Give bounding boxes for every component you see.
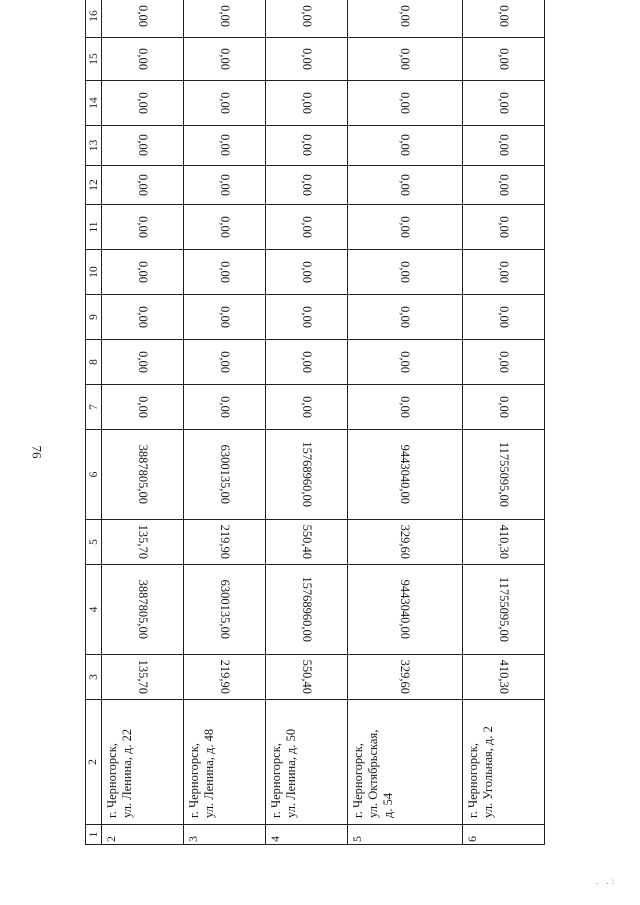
value-cell bbox=[265, 81, 347, 126]
value-cell bbox=[265, 655, 347, 700]
value-cell bbox=[347, 565, 462, 655]
value-cell bbox=[463, 295, 545, 340]
value-cell bbox=[102, 340, 184, 385]
value-text: 410,30 bbox=[497, 524, 512, 560]
address-line: г. Черногорск, bbox=[105, 743, 119, 818]
value-cell bbox=[183, 166, 265, 205]
value-text: 0,00 bbox=[135, 134, 150, 157]
value-text: 135,70 bbox=[135, 659, 150, 695]
column-header: 2 bbox=[86, 700, 102, 825]
value-cell bbox=[347, 38, 462, 81]
value-text: 135,70 bbox=[135, 524, 150, 560]
value-text: 0,00 bbox=[398, 396, 413, 418]
value-cell bbox=[463, 385, 545, 430]
value-cell bbox=[265, 520, 347, 565]
value-text: 6300135,00 bbox=[217, 579, 232, 640]
value-cell bbox=[265, 38, 347, 81]
row-number: 4 bbox=[265, 825, 347, 845]
rotated-table-wrapper bbox=[85, 5, 545, 845]
value-text: 0,00 bbox=[217, 396, 232, 418]
column-header: 10 bbox=[86, 250, 102, 295]
value-text: 0,00 bbox=[299, 5, 314, 27]
value-cell bbox=[265, 340, 347, 385]
address-line: ул. Ленина, д. 50 bbox=[283, 728, 298, 818]
value-cell bbox=[265, 385, 347, 430]
value-text: 0,00 bbox=[135, 306, 150, 328]
value-cell bbox=[347, 295, 462, 340]
value-cell bbox=[463, 565, 545, 655]
address-line: ул. Ленина, д. 48 bbox=[201, 728, 216, 818]
value-cell bbox=[265, 166, 347, 205]
column-header: 8 bbox=[86, 340, 102, 385]
value-text: 0,00 bbox=[217, 306, 232, 328]
column-header: 7 bbox=[86, 385, 102, 430]
column-header: 9 bbox=[86, 295, 102, 340]
address-line: д. 54 bbox=[380, 792, 395, 818]
value-text: 3887805,00 bbox=[135, 444, 150, 505]
value-cell bbox=[347, 340, 462, 385]
column-header: 6 bbox=[86, 430, 102, 520]
value-cell bbox=[463, 81, 545, 126]
value-cell bbox=[265, 295, 347, 340]
value-text: 0,00 bbox=[497, 174, 512, 196]
value-text: 0,00 bbox=[398, 174, 413, 196]
value-cell bbox=[347, 385, 462, 430]
address-cell bbox=[265, 700, 347, 825]
value-text: 0,00 bbox=[135, 5, 150, 27]
row-number: 2 bbox=[102, 825, 184, 845]
value-cell bbox=[102, 205, 184, 250]
value-cell bbox=[102, 295, 184, 340]
row-number: 6 bbox=[463, 825, 545, 845]
column-header: 14 bbox=[86, 81, 102, 126]
value-cell bbox=[183, 126, 265, 166]
value-text: 0,00 bbox=[398, 306, 413, 328]
value-text: 0,00 bbox=[497, 48, 512, 70]
address-cell bbox=[463, 700, 545, 825]
value-text: 0,00 bbox=[217, 134, 232, 157]
value-cell bbox=[183, 0, 265, 38]
column-header: 12 bbox=[86, 166, 102, 205]
value-text: 0,00 bbox=[398, 216, 413, 238]
value-text: 0,00 bbox=[497, 261, 512, 283]
value-text: 0,00 bbox=[217, 92, 232, 114]
value-text: 0,00 bbox=[398, 351, 413, 373]
value-text: 0,00 bbox=[135, 92, 150, 114]
value-text: 0,00 bbox=[135, 48, 150, 70]
address-cell bbox=[347, 700, 462, 825]
column-header: 4 bbox=[86, 565, 102, 655]
column-header: 1 bbox=[86, 825, 102, 845]
value-text: 0,00 bbox=[398, 48, 413, 70]
value-cell bbox=[463, 340, 545, 385]
value-cell bbox=[102, 166, 184, 205]
value-text: 11755095,00 bbox=[497, 441, 512, 508]
value-cell bbox=[183, 655, 265, 700]
value-text: 0,00 bbox=[217, 351, 232, 373]
value-text: 0,00 bbox=[217, 48, 232, 70]
value-cell bbox=[265, 430, 347, 520]
value-text: 0,00 bbox=[299, 216, 314, 238]
value-cell bbox=[183, 385, 265, 430]
value-text: 0,00 bbox=[299, 92, 314, 114]
value-text: 0,00 bbox=[497, 351, 512, 373]
value-cell bbox=[347, 655, 462, 700]
column-header: 11 bbox=[86, 205, 102, 250]
address-line: г. Черногорск, bbox=[268, 743, 283, 818]
value-cell bbox=[183, 565, 265, 655]
value-cell bbox=[102, 565, 184, 655]
table-row bbox=[102, 0, 184, 845]
value-text: 0,00 bbox=[217, 216, 232, 238]
value-text: 219,90 bbox=[217, 659, 232, 695]
value-text: 0,00 bbox=[497, 306, 512, 328]
column-header: 13 bbox=[86, 126, 102, 166]
value-text: 0,00 bbox=[398, 5, 413, 27]
table-row bbox=[265, 0, 347, 845]
value-cell bbox=[347, 520, 462, 565]
column-header: 16 bbox=[86, 0, 102, 38]
value-cell bbox=[347, 81, 462, 126]
value-cell bbox=[183, 205, 265, 250]
value-text: 329,60 bbox=[398, 659, 413, 695]
value-text: 329,60 bbox=[398, 524, 413, 560]
value-cell bbox=[463, 0, 545, 38]
data-table bbox=[85, 0, 545, 845]
column-header: 5 bbox=[86, 520, 102, 565]
page-number: 76 bbox=[29, 445, 45, 459]
value-cell bbox=[102, 520, 184, 565]
value-text: 0,00 bbox=[299, 134, 314, 157]
value-text: 0,00 bbox=[299, 48, 314, 70]
value-text: 0,00 bbox=[217, 174, 232, 196]
value-text: 0,00 bbox=[497, 216, 512, 238]
value-cell bbox=[102, 250, 184, 295]
value-text: 550,40 bbox=[299, 524, 314, 560]
value-text: 11755095,00 bbox=[497, 576, 512, 643]
row-number: 5 bbox=[347, 825, 462, 845]
value-text: 0,00 bbox=[497, 5, 512, 27]
value-cell bbox=[463, 520, 545, 565]
value-cell bbox=[183, 340, 265, 385]
value-cell bbox=[183, 250, 265, 295]
value-text: 6300135,00 bbox=[217, 444, 232, 505]
value-cell bbox=[183, 520, 265, 565]
value-cell bbox=[347, 205, 462, 250]
value-text: 0,00 bbox=[135, 396, 150, 418]
value-text: 0,00 bbox=[135, 174, 150, 196]
value-text: 550,40 bbox=[299, 659, 314, 695]
value-cell bbox=[265, 0, 347, 38]
header-row bbox=[86, 0, 102, 845]
value-cell bbox=[102, 81, 184, 126]
value-text: 0,00 bbox=[398, 261, 413, 283]
value-text: 0,00 bbox=[135, 216, 150, 238]
value-cell bbox=[347, 430, 462, 520]
value-cell bbox=[463, 38, 545, 81]
table-row bbox=[183, 0, 265, 845]
value-text: 410,30 bbox=[497, 659, 512, 695]
value-cell bbox=[183, 38, 265, 81]
column-header: 15 bbox=[86, 38, 102, 81]
value-text: 0,00 bbox=[299, 351, 314, 373]
value-cell bbox=[463, 250, 545, 295]
value-cell bbox=[265, 565, 347, 655]
value-text: 0,00 bbox=[217, 261, 232, 283]
address-cell bbox=[183, 700, 265, 825]
value-text: 0,00 bbox=[497, 92, 512, 114]
value-text: 0,00 bbox=[497, 134, 512, 157]
value-cell bbox=[183, 430, 265, 520]
value-text: 0,00 bbox=[398, 92, 413, 114]
value-cell bbox=[102, 38, 184, 81]
table-row bbox=[347, 0, 462, 845]
value-text: 0,00 bbox=[497, 396, 512, 418]
value-cell bbox=[102, 126, 184, 166]
value-text: 219,90 bbox=[217, 524, 232, 560]
address-line: г. Черногорск, bbox=[186, 743, 201, 818]
value-text: 0,00 bbox=[299, 174, 314, 196]
value-text: 0,00 bbox=[135, 261, 150, 283]
value-text: 0,00 bbox=[217, 5, 232, 27]
value-cell bbox=[265, 126, 347, 166]
value-cell bbox=[463, 205, 545, 250]
value-text: 15768960,00 bbox=[299, 576, 314, 643]
value-text: 0,00 bbox=[398, 134, 413, 157]
address-line: ул. Ленина, д. 22 bbox=[120, 728, 134, 818]
value-cell bbox=[265, 250, 347, 295]
column-header: 3 bbox=[86, 655, 102, 700]
value-cell bbox=[347, 126, 462, 166]
scan-specks: . .: bbox=[596, 876, 618, 886]
value-text: 0,00 bbox=[135, 351, 150, 373]
value-cell bbox=[463, 430, 545, 520]
value-text: 3887805,00 bbox=[135, 579, 150, 640]
value-cell bbox=[265, 205, 347, 250]
address-cell bbox=[102, 700, 184, 825]
address-line: ул. Угольная, д. 2 bbox=[481, 726, 496, 818]
value-text: 0,00 bbox=[299, 306, 314, 328]
value-cell bbox=[183, 295, 265, 340]
value-text: 9443040,00 bbox=[398, 444, 413, 505]
table-row bbox=[463, 0, 545, 845]
value-text: 9443040,00 bbox=[398, 579, 413, 640]
value-cell bbox=[347, 0, 462, 38]
row-number: 3 bbox=[183, 825, 265, 845]
value-cell bbox=[463, 166, 545, 205]
address-line: ул. Октябрьская, bbox=[365, 729, 380, 818]
value-cell bbox=[347, 166, 462, 205]
value-cell bbox=[102, 430, 184, 520]
value-cell bbox=[347, 250, 462, 295]
value-cell bbox=[102, 0, 184, 38]
value-cell bbox=[463, 655, 545, 700]
value-cell bbox=[183, 81, 265, 126]
value-cell bbox=[102, 655, 184, 700]
value-cell bbox=[463, 126, 545, 166]
value-cell bbox=[102, 385, 184, 430]
value-text: 0,00 bbox=[299, 396, 314, 418]
address-line: г. Черногорск, bbox=[466, 743, 481, 818]
address-line: г. Черногорск, bbox=[350, 743, 365, 818]
value-text: 15768960,00 bbox=[299, 441, 314, 508]
value-text: 0,00 bbox=[299, 261, 314, 283]
